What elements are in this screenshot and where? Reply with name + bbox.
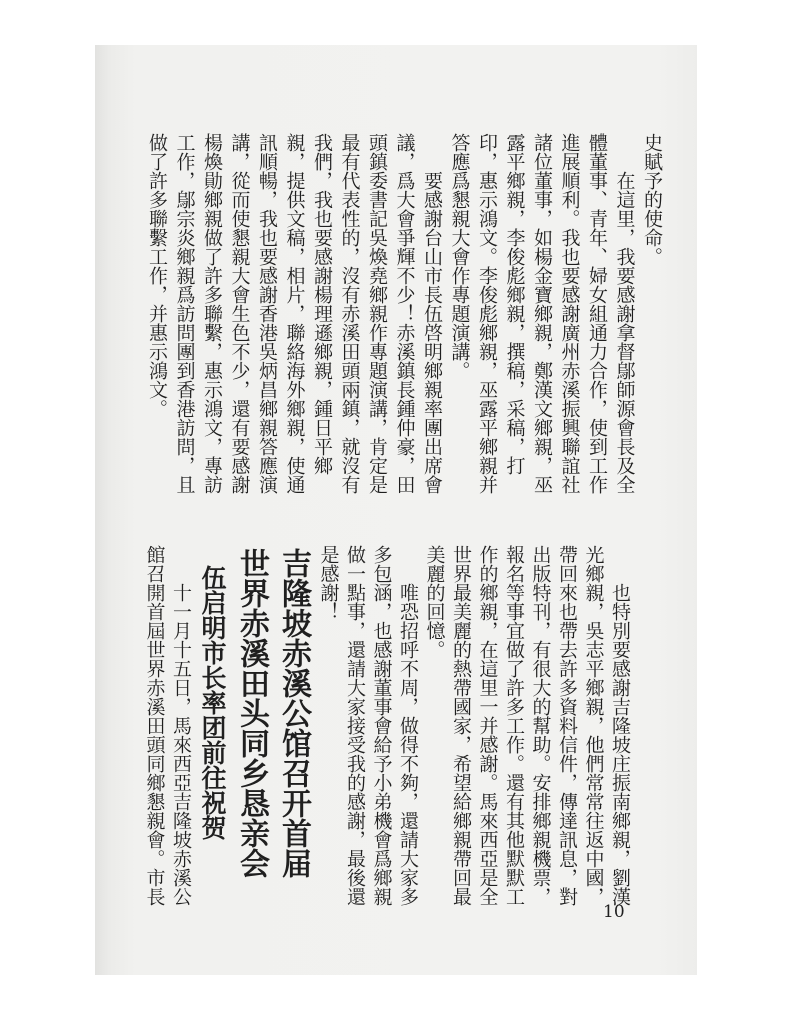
text-column: 議，爲大會爭輝不少！赤溪鎮長鍾仲豪，田 [393,133,416,494]
text-column: 體董事、青年、婦女組通力合作，使到工作 [586,133,608,494]
text-column: 露平鄉親，李俊彪鄉親，撰稿，采稿，打 [503,133,526,475]
text-column: 做了許多聯繫工作，并惠示鴻文。 [146,133,168,418]
article-subheadline: 伍启明市长率团前往祝贺 [198,565,227,840]
text-column: 要感謝台山市長伍啓明鄉親率團出席會 [421,171,443,494]
text-column: 多包涵，也感謝董事會給予小弟機會爲鄉親 [370,545,393,906]
text-column: 光鄉親，吳志平鄉親，他們常常往返中國， [582,545,605,906]
text-column: 工作，鄔宗炎鄉親爲訪問團到香港訪問，且 [173,133,196,494]
page-number: 10 [603,902,625,922]
article-headline-line-2: 世界赤溪田头同乡恳亲会 [234,548,269,878]
article-headline-line-1: 吉隆坡赤溪公馆召开首届 [276,548,311,878]
text-column: 唯恐招呼不周，做得不夠，還請大家多 [397,583,419,906]
upper-text-block [143,133,666,499]
text-column: 做一點事，還請大家接受我的感謝，最後還 [344,545,366,906]
text-column: 出版特刊，有很大的幫助。安排鄉親機票， [529,545,552,906]
text-column: 世界最美麗的熱帶國家，希望給鄉親帶回最 [450,545,472,906]
text-column: 最有代表性的，沒有赤溪田頭兩鎮，就沒有 [338,133,361,494]
text-column: 帶回來也帶去許多資料信件，傳達訊息，對 [556,545,578,906]
text-column: 頭鎮委書記吳煥堯鄉親作專題演講，肯定是 [366,133,388,494]
text-column: 我們，我也要感謝楊理遜鄉親，鍾日平鄉 [311,133,333,475]
text-column: 進展順利。我也要感謝廣州赤溪振興聯誼社 [558,133,581,494]
text-column: 訊順暢，我也要感謝香港吳炳昌鄉親答應演 [256,133,278,494]
text-column: 在這里，我要感謝拿督鄔師源會長及全 [613,171,636,494]
news-article [141,545,314,911]
text-column: 十一月十五日，馬來西亞吉隆坡赤溪公 [170,583,192,906]
text-column: 館召開首屆世界赤溪田頭同鄉懇親會。市長 [143,545,166,906]
text-column: 史賦予的使命。 [641,133,663,266]
lower-text-block [315,545,633,911]
text-column: 是感謝！ [317,545,340,621]
text-column: 答應爲懇親大會作專題演講。 [448,133,471,380]
text-column: 作的鄉親，在這里一并感謝。馬來西亞是全 [476,545,499,906]
text-column: 也特別要感謝吉隆坡庄振南鄉親，劉漢 [609,583,631,906]
text-column: 報名等事宜做了許多工作。還有其他默默工 [503,545,525,906]
text-column: 美麗的回憶。 [423,545,446,659]
text-column: 講，從而使懇親大會生色不少，還有要感謝 [228,133,251,494]
text-column: 諸位董事，如楊金寶鄉親，鄭漢文鄉親，巫 [531,133,553,494]
text-column: 印，惠示鴻文。李俊彪鄉親，巫露平鄉親并 [476,133,498,494]
text-column: 親，提供文稿，相片，聯絡海外鄉親，使通 [283,133,306,494]
text-column: 楊煥勛鄉親做了許多聯繫，惠示鴻文，專訪 [201,133,223,494]
